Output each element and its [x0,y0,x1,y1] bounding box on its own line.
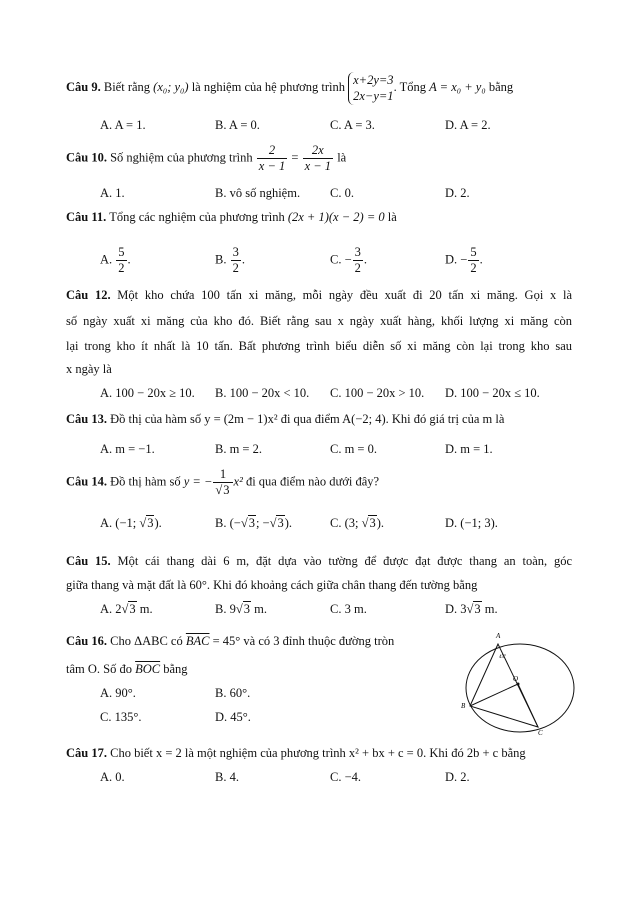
option-d[interactable]: D. 2. [445,770,470,784]
question-text: x ngày là [66,362,112,376]
numerator: 5 [468,246,478,261]
option-b[interactable]: B. m = 2. [215,442,262,456]
fraction [116,246,126,275]
question-text: bằng [488,80,514,95]
question-16-line-2 [66,662,188,677]
option-d[interactable]: D. − $\frac{5}{2}$ . [445,245,483,276]
question-label: Câu 9. [66,80,101,95]
equals-sign: = [291,150,299,165]
fraction [468,246,478,275]
math-expression: 2 [115,602,122,616]
numerator: 2 [257,144,287,159]
question-text: Cho biết x = 2 là một nghiệm của phương trình x² + bx + c = 0. Khi đó 2b + c bằng [110,746,526,760]
option-d[interactable]: D. 3√3 m. [445,602,498,616]
option-a[interactable]: A. (−1; √3). [100,516,162,530]
option-letter: C. [330,516,342,530]
question-text: Một cái thang dài 6 m, đặt dựa vào tường để được đạt được thang an toàn, góc [117,554,573,568]
math-expression: y = − [183,474,213,489]
question-text: Đồ thị hàm số [110,474,181,489]
option-b[interactable]: B. 9√3 m. [215,602,267,616]
math-expression: m. [136,602,153,616]
option-b[interactable]: B. $\frac{3}{2}$ . [215,245,245,276]
option-d[interactable]: D. 2. [445,186,470,200]
option-a[interactable]: A. 0. [100,770,125,784]
question-label: Câu 15. [66,554,111,568]
option-b[interactable]: B. A = 0. [215,118,260,132]
question-text: Đồ thị của hàm số y = (2m − 1)x² đi qua điểm A(−2; 4). Khi đó giá trị của m là [110,412,505,426]
option-d[interactable]: D. A = 2. [445,118,491,132]
question-text: = 45° và có 3 đỉnh thuộc đường tròn [212,634,395,648]
question-text: Một kho chứa 100 tấn xi măng, mỗi ngày đều xuất đi 20 tấn xi măng. Gọi x là [117,288,573,302]
question-text: Cho ΔABC có [110,634,183,648]
question-16 [66,634,394,649]
math-expression: m. [481,602,498,616]
question-9 [66,72,513,105]
question-12 [66,288,572,303]
denominator: √3 [215,483,230,498]
question-text: lại trong kho ít nhất là 10 tấn. Bất phương trình biểu diễn số xi măng còn lại trong kho sau [66,339,572,353]
option-letter: D. [445,516,458,530]
option-d[interactable]: D. 100 − 20x ≤ 10. [445,386,540,400]
option-a[interactable]: A. 2√3 m. [100,602,153,616]
denominator: 2 [470,261,477,276]
option-d[interactable]: D. 45°. [215,710,251,724]
question-label: Câu 16. [66,634,107,648]
option-a[interactable]: A. 90°. [100,686,136,700]
option-c[interactable]: C. −4. [330,770,362,784]
option-letter: C. [330,602,342,616]
question-label: Câu 10. [66,150,107,165]
question-text: . Tổng [393,80,426,95]
fraction [231,246,241,275]
angle-label: 45° [499,655,506,660]
radicand: 3 [474,602,481,616]
vertex-b-label: B [461,702,466,710]
question-text: tâm O. Số đo [66,662,132,676]
equation-2: 2x−y=1 [353,89,394,104]
math-expression: m. [250,602,267,616]
math-expression: (x₀; y₀) [153,80,189,95]
denominator: 2 [118,261,125,276]
option-c[interactable]: C. 100 − 20x > 10. [330,386,425,400]
math-expression: (−1; [115,516,140,530]
question-text: Tổng các nghiệm của phương trình [109,210,285,224]
radicand: 3 [129,602,136,616]
math-expression: (− [229,516,241,530]
radicand: 3 [147,516,154,530]
numerator: 2x [303,144,333,159]
option-a[interactable]: A. 1. [100,186,125,200]
math-expression: (−1; 3). [460,516,498,530]
question-15 [66,554,572,569]
fraction [257,144,287,173]
angle-name: $\overline{BOC}$ [135,662,161,676]
math-expression: x² [233,474,243,489]
option-letter: B. [215,602,227,616]
option-letter: C. [330,252,342,267]
option-letter: D. [445,602,458,616]
vertex-a-label: A [496,632,501,640]
option-c[interactable]: C. m = 0. [330,442,377,456]
denominator: x − 1 [258,159,286,174]
option-c[interactable]: C. A = 3. [330,118,375,132]
math-expression: 3 [460,602,467,616]
question-label: Câu 12. [66,288,111,302]
segment-ob [470,684,518,706]
option-b[interactable]: B. 100 − 20x < 10. [215,386,310,400]
sign: − [460,252,468,267]
option-c[interactable]: C. − $\frac{3}{2}$ . [330,245,368,276]
option-letter: D. [445,252,458,267]
option-d[interactable] [445,516,498,531]
option-letter: A. [100,252,113,267]
math-expression: ). [284,516,293,530]
question-label: Câu 11. [66,210,107,224]
center-o-label: O [513,675,519,683]
fraction [353,246,363,275]
question-17 [66,746,526,761]
question-text: là nghiệm của hệ phương trình [191,80,345,95]
option-letter: A. [100,602,113,616]
math-expression: ; − [255,516,270,530]
option-b[interactable]: B. 60°. [215,686,251,700]
radicand: 3 [277,516,284,530]
option-b[interactable]: B. (−√3; −√3). [215,516,293,530]
angle-name: $\overline{BAC}$ [185,634,210,648]
fraction [303,144,333,173]
math-expression: A = x₀ + y₀ [429,80,486,95]
question-14 [66,468,379,497]
numerator: 5 [116,246,126,261]
option-b[interactable]: B. vô số nghiệm. [215,186,301,200]
denominator: x − 1 [304,159,332,174]
math-expression: ). [154,516,162,530]
option-c[interactable]: C. 0. [330,186,354,200]
option-a[interactable]: A. $\frac{5}{2}$ . [100,245,131,276]
radicand: 3 [223,483,230,498]
question-label: Câu 14. [66,474,107,489]
math-expression: 3 m. [344,602,367,616]
option-letter: B. [215,516,227,530]
option-c[interactable]: C. 135°. [100,710,142,724]
option-a[interactable]: A. m = −1. [100,442,155,456]
equation-system [348,72,393,105]
option-b[interactable]: B. 4. [215,770,239,784]
option-d[interactable]: D. m = 1. [445,442,493,456]
math-expression: (2x + 1)(x − 2) = 0 [287,210,385,224]
math-expression: ). [376,516,385,530]
question-text: đi qua điểm nào dưới đây? [245,474,380,489]
question-text: Số nghiệm của phương trình [110,150,253,165]
question-text: số ngày xuất xi măng của kho đó. Biết rằng sau x ngày xuất hàng, khối lượng xi măng còn [66,314,572,328]
math-expression: 9 [229,602,236,616]
denominator: 2 [232,261,239,276]
radicand: 3 [369,516,376,530]
question-label: Câu 17. [66,746,107,760]
option-letter: B. [215,252,227,267]
numerator: 3 [231,246,241,261]
question-text: là [387,210,397,224]
question-label: Câu 13. [66,412,107,426]
equation-1: x+2y=3 [353,73,394,87]
question-13 [66,412,504,427]
radicand: 3 [243,602,250,616]
math-expression: (3; [344,516,362,530]
vertex-c-label: C [538,729,543,736]
option-letter: A. [100,516,113,530]
numerator: 1 [213,468,232,483]
segment-oc [518,684,538,727]
fraction [213,468,232,497]
question-text: bằng [163,662,188,676]
question-text: giữa thang và mặt đất là 60°. Khi đó khoảng cách giữa chân thang đến tường bằng [66,578,478,592]
numerator: 3 [353,246,363,261]
circle-diagram [458,628,578,736]
question-11 [66,210,397,225]
question-10 [66,144,346,173]
option-c[interactable] [330,602,367,617]
option-a[interactable]: A. A = 1. [100,118,146,132]
question-text: là [337,150,347,165]
option-a[interactable]: A. 100 − 20x ≥ 10. [100,386,195,400]
denominator: 2 [354,261,361,276]
question-text: Biết rằng [103,80,151,95]
option-c[interactable]: C. (3; √3). [330,516,385,530]
radicand: 3 [248,516,255,530]
sign: − [344,252,352,267]
